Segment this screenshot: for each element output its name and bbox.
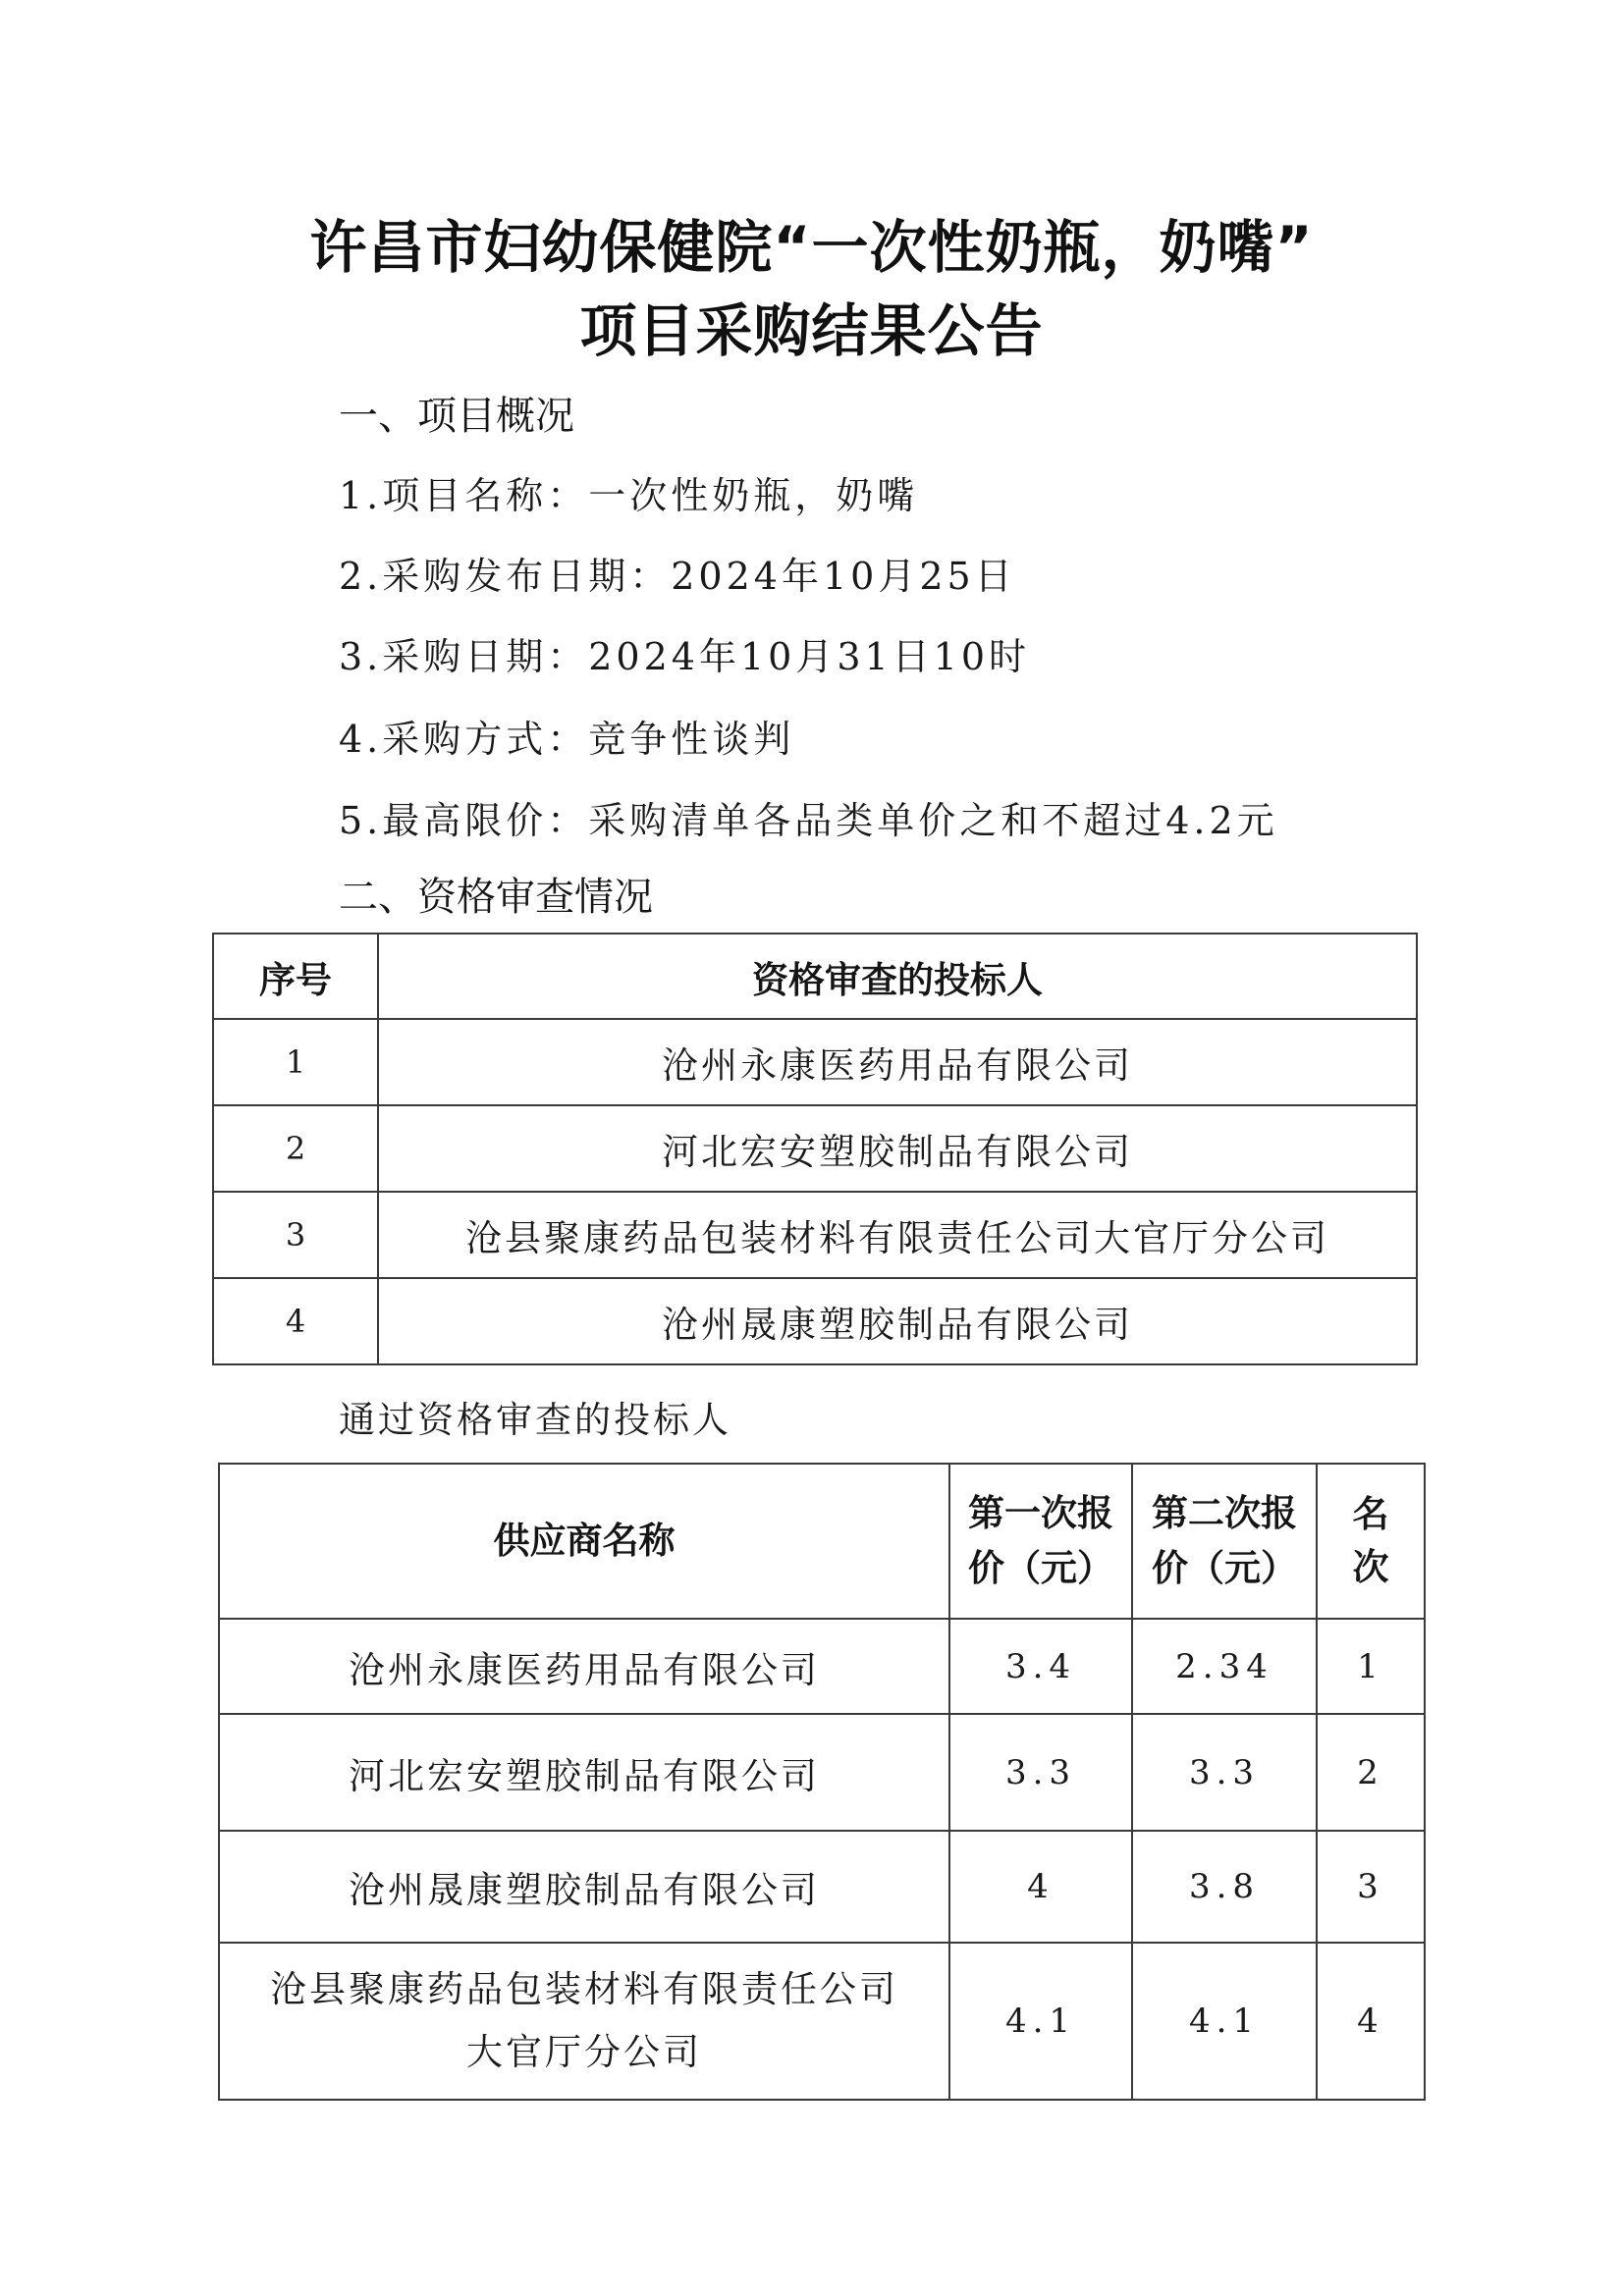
qualification-table (212, 933, 1418, 1365)
bids-row-rank: 4 (1317, 1943, 1425, 2100)
bids-col-supplier: 供应商名称 (219, 1464, 949, 1619)
bids-row-supplier: 沧州永康医药用品有限公司 (219, 1619, 949, 1714)
qualification-row-no: 1 (213, 1019, 378, 1105)
bids-col-second-quote (1132, 1464, 1317, 1619)
bids-table (218, 1463, 1426, 2101)
table-row (213, 1278, 1417, 1364)
table-row (219, 1714, 1425, 1831)
bids-row-first-quote: 3.3 (949, 1714, 1132, 1831)
overview-heading: 一、项目概况 (339, 394, 574, 439)
qualification-col-bidder: 资格审查的投标人 (378, 934, 1417, 1019)
table-row (213, 1192, 1417, 1278)
qualification-row-bidder: 河北宏安塑胶制品有限公司 (378, 1105, 1417, 1192)
qualification-header-row (213, 934, 1417, 1019)
bids-col-rank-line-1: 名 (1352, 1493, 1389, 1535)
qualification-col-no: 序号 (213, 934, 378, 1019)
bids-row-rank: 1 (1317, 1619, 1425, 1714)
bids-col-second-quote-line-2: 价（元） (1152, 1547, 1297, 1589)
table-row (213, 1105, 1417, 1192)
qualification-row-bidder: 沧州永康医药用品有限公司 (378, 1019, 1417, 1105)
bids-col-second-quote-line-1: 第二次报 (1152, 1492, 1297, 1534)
bids-col-rank (1317, 1464, 1425, 1619)
overview-item-project-name: 1.项目名称：一次性奶瓶，奶嘴 (339, 474, 919, 517)
document-title-line-1: 许昌市妇幼保健院“一次性奶瓶，奶嘴” (309, 214, 1314, 281)
bids-row-second-quote: 3.3 (1132, 1714, 1317, 1831)
bids-col-first-quote-line-2: 价（元） (968, 1547, 1113, 1589)
bids-row-second-quote: 4.1 (1132, 1943, 1317, 2100)
qualification-row-bidder: 沧县聚康药品包装材料有限责任公司大官厅分公司 (378, 1192, 1417, 1278)
overview-item-max-price: 5.最高限价：采购清单各品类单价之和不超过4.2元 (339, 799, 1278, 842)
bids-row-supplier-line-1: 沧县聚康药品包装材料有限责任公司 (270, 1968, 898, 2010)
bids-row-first-quote: 4.1 (949, 1943, 1132, 2100)
qualification-row-no: 2 (213, 1105, 378, 1192)
qualification-row-no: 4 (213, 1278, 378, 1364)
bids-row-first-quote: 4 (949, 1831, 1132, 1943)
qualification-row-no: 3 (213, 1192, 378, 1278)
bids-row-first-quote: 3.4 (949, 1619, 1132, 1714)
bids-row-supplier-line-2: 大官厅分公司 (466, 2031, 702, 2073)
qualification-row-bidder: 沧州晟康塑胶制品有限公司 (378, 1278, 1417, 1364)
table-row (219, 1619, 1425, 1714)
qualification-heading: 二、资格审查情况 (339, 875, 653, 920)
bids-row-rank: 2 (1317, 1714, 1425, 1831)
bids-header-row (219, 1464, 1425, 1619)
bids-row-rank: 3 (1317, 1831, 1425, 1943)
bids-col-first-quote (949, 1464, 1132, 1619)
bids-col-rank-line-2: 次 (1352, 1546, 1389, 1588)
table-row (213, 1019, 1417, 1105)
table-row (219, 1831, 1425, 1943)
bids-row-supplier (219, 1943, 949, 2100)
bids-col-first-quote-line-1: 第一次报 (968, 1492, 1113, 1534)
document-title-line-2: 项目采购结果公告 (579, 297, 1044, 364)
bids-row-supplier: 沧州晟康塑胶制品有限公司 (219, 1831, 949, 1943)
bids-row-second-quote: 2.34 (1132, 1619, 1317, 1714)
bids-row-second-quote: 3.8 (1132, 1831, 1317, 1943)
table-row (219, 1943, 1425, 2100)
overview-item-purchase-date: 3.采购日期：2024年10月31日10时 (339, 635, 1031, 678)
overview-item-purchase-method: 4.采购方式：竞争性谈判 (339, 718, 795, 761)
bids-caption: 通过资格审查的投标人 (339, 1399, 731, 1441)
bids-row-supplier: 河北宏安塑胶制品有限公司 (219, 1714, 949, 1831)
overview-item-publish-date: 2.采购发布日期：2024年10月25日 (339, 555, 1016, 598)
